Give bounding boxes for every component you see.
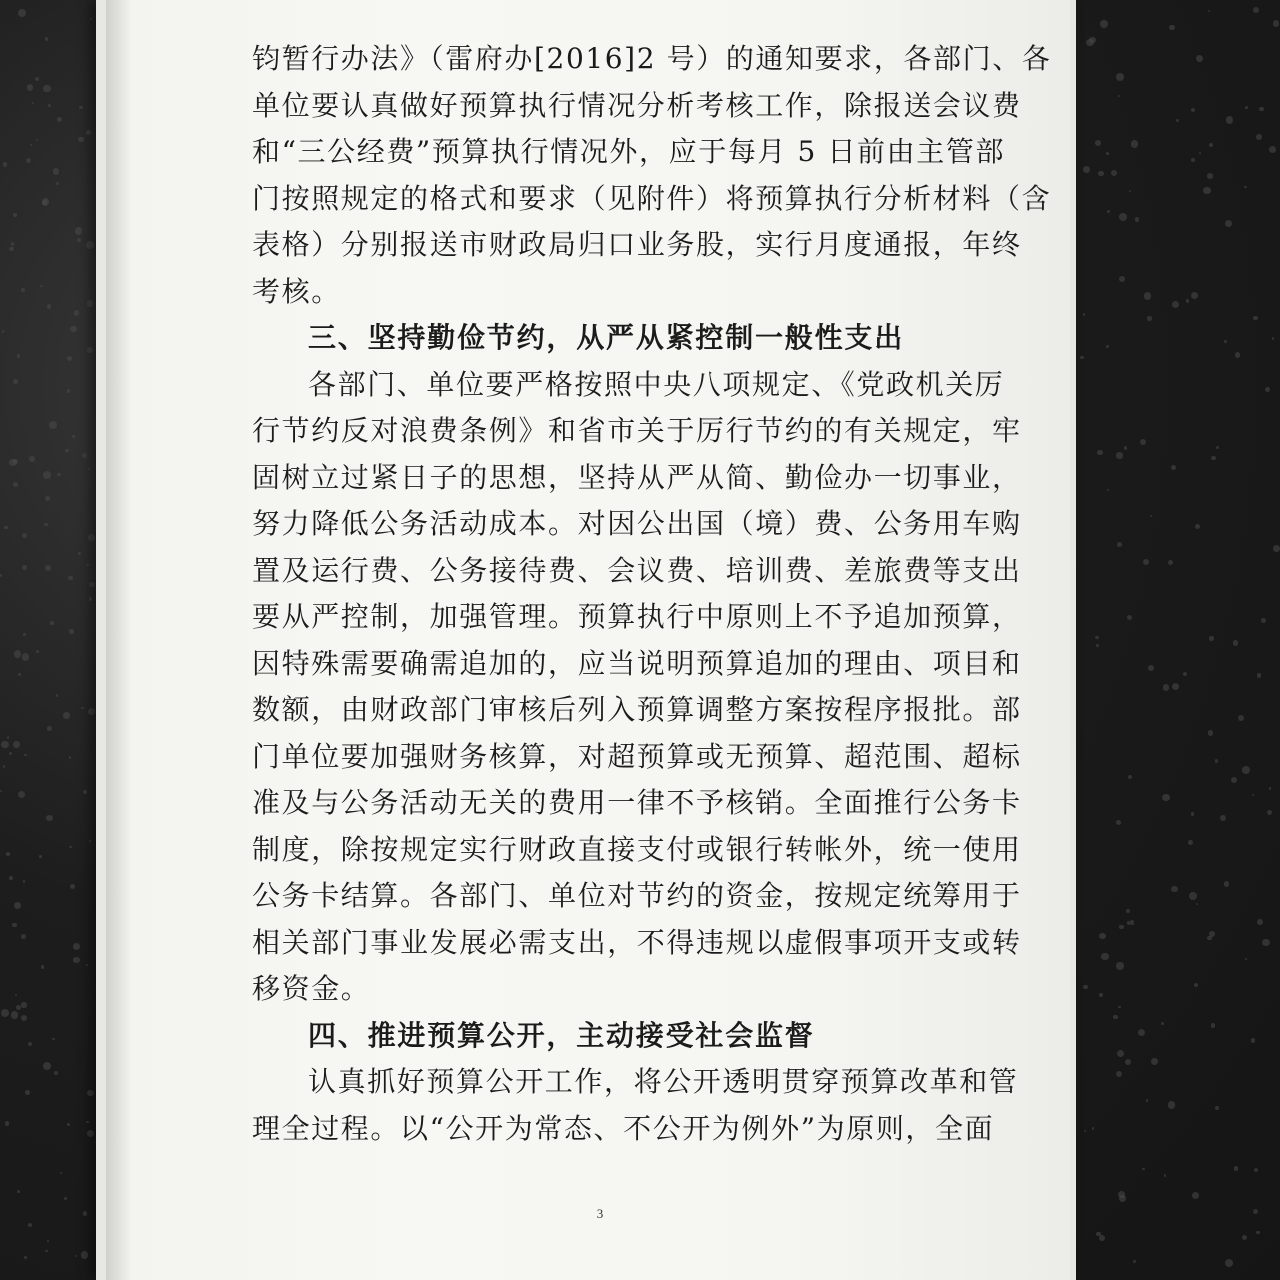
desk-speck xyxy=(43,85,50,92)
desk-speck xyxy=(78,137,84,143)
desk-speck xyxy=(70,884,75,889)
desk-speck xyxy=(2,330,5,333)
desk-speck xyxy=(45,496,50,501)
desk-speck xyxy=(1183,672,1187,676)
desk-speck xyxy=(82,453,87,458)
desk-speck xyxy=(29,456,35,462)
desk-speck xyxy=(67,356,72,361)
desk-speck xyxy=(1194,983,1198,987)
text-line: 考核。 xyxy=(252,274,341,308)
desk-speck xyxy=(1273,20,1280,27)
desk-speck xyxy=(86,241,94,249)
desk-speck xyxy=(1188,840,1193,845)
desk-speck xyxy=(1257,919,1263,925)
desk-speck xyxy=(77,238,81,242)
desk-speck xyxy=(21,1015,27,1021)
desk-speck xyxy=(11,242,15,246)
text-line: 钧暂行办法》（雷府办[2016]2 号）的通知要求，各部门、各 xyxy=(252,42,1052,75)
text-line: 固树立过紧日子的思想，坚持从严从简、勤俭办一切事业， xyxy=(252,460,1022,494)
desk-speck xyxy=(46,815,52,821)
desk-speck xyxy=(52,1038,55,1041)
text-line: 门按照规定的格式和要求（见附件）将预算执行分析材料（含 xyxy=(252,181,1052,215)
desk-speck xyxy=(1186,299,1189,302)
desk-speck xyxy=(17,1190,20,1193)
text-line: 门单位要加强财务核算，对超预算或无预算、超范围、超标 xyxy=(252,739,1022,773)
desk-speck xyxy=(45,565,51,571)
desk-speck xyxy=(1216,446,1219,449)
desk-speck xyxy=(81,707,84,710)
desk-speck xyxy=(13,741,19,747)
desk-speck xyxy=(21,934,26,939)
desk-speck xyxy=(1233,640,1239,646)
desk-speck xyxy=(1124,446,1127,449)
desk-speck xyxy=(1265,387,1270,392)
desk-speck xyxy=(1168,1101,1176,1109)
desk-speck xyxy=(67,389,70,392)
desk-speck xyxy=(74,310,80,316)
desk-speck xyxy=(36,650,39,653)
desk-speck xyxy=(14,650,21,657)
desk-speck xyxy=(14,902,21,909)
desk-speck xyxy=(21,288,25,292)
desk-speck xyxy=(26,158,31,163)
desk-speck xyxy=(1106,152,1109,155)
desk-speck xyxy=(0,790,2,792)
desk-speck xyxy=(1192,1192,1199,1199)
desk-speck xyxy=(1116,962,1124,970)
desk-speck xyxy=(1142,1168,1145,1171)
desk-speck xyxy=(1099,933,1106,940)
desk-speck xyxy=(36,139,38,141)
desk-speck xyxy=(1242,766,1250,774)
paragraph-first-line: 认真抓好预算公开工作，将公开透明贯穿预算改革和管 xyxy=(308,1065,1019,1098)
desk-speck xyxy=(1226,116,1234,124)
desk-speck xyxy=(63,712,70,719)
desk-speck xyxy=(4,526,7,529)
text-line: 制度，除按规定实行财政直接支付或银行转帐外，统一使用 xyxy=(252,832,1022,866)
desk-speck xyxy=(28,1042,32,1046)
desk-speck xyxy=(48,104,51,107)
desk-speck xyxy=(1084,1130,1086,1132)
desk-speck xyxy=(1195,524,1200,529)
desk-speck xyxy=(1146,1099,1148,1101)
desk-speck xyxy=(1097,450,1102,455)
paper-stack-edge xyxy=(106,0,130,1280)
desk-speck xyxy=(78,552,81,555)
desk-speck xyxy=(24,754,27,757)
desk-speck xyxy=(44,523,48,527)
desk-speck xyxy=(1126,909,1130,913)
desk-speck xyxy=(1116,73,1124,81)
desk-speck xyxy=(1215,1106,1219,1110)
desk-speck xyxy=(1238,715,1244,721)
desk-speck xyxy=(1113,1015,1117,1019)
desk-speck xyxy=(32,102,35,105)
desk-speck xyxy=(1172,301,1180,309)
desk-speck xyxy=(89,840,91,842)
desk-speck xyxy=(1207,173,1213,179)
desk-speck xyxy=(1130,920,1135,925)
desk-speck xyxy=(1083,166,1090,173)
desk-speck xyxy=(1191,158,1195,162)
desk-speck xyxy=(1259,107,1264,112)
desk-speck xyxy=(43,471,51,479)
desk-speck xyxy=(1118,95,1120,97)
desk-speck xyxy=(45,37,49,41)
desk-speck xyxy=(1211,456,1216,461)
desk-speck xyxy=(9,247,13,251)
desk-speck xyxy=(1172,683,1179,690)
desk-speck xyxy=(1131,140,1139,148)
desk-speck xyxy=(60,1172,62,1174)
text-line: 理全过程。以“公开为常态、不公开为例外”为原则，全面 xyxy=(252,1111,995,1145)
desk-speck xyxy=(24,1256,27,1259)
desk-speck xyxy=(1161,1022,1164,1025)
desk-speck xyxy=(1148,665,1154,671)
desk-speck xyxy=(1116,1071,1123,1078)
desk-speck xyxy=(1,741,8,748)
desk-speck xyxy=(1098,171,1104,177)
desk-speck xyxy=(73,943,80,950)
desk-speck xyxy=(83,790,87,794)
text-line: 移资金。 xyxy=(252,972,371,1005)
text-line: 因特殊需要确需追加的，应当说明预算追加的理由、项目和 xyxy=(252,646,1022,680)
desk-speck xyxy=(1127,921,1130,924)
desk-speck xyxy=(88,534,95,541)
desk-speck xyxy=(75,1255,77,1257)
desk-speck xyxy=(1100,20,1108,28)
desk-speck xyxy=(65,449,68,452)
desk-speck xyxy=(3,765,5,767)
desk-speck xyxy=(1257,673,1262,678)
desk-speck xyxy=(54,1071,58,1075)
text-line: 相关部门事业发展必需支出，不得违规以虚假事项开支或转 xyxy=(252,925,1022,959)
desk-speck xyxy=(22,565,27,570)
desk-speck xyxy=(1269,146,1276,153)
desk-speck xyxy=(1099,993,1103,997)
desk-speck xyxy=(1,1009,9,1017)
document-body xyxy=(252,36,1052,1152)
desk-speck xyxy=(1144,292,1152,300)
desk-speck xyxy=(1267,810,1272,815)
text-line: 努力降低公务活动成本。对因公出国（境）费、公务用车购 xyxy=(252,507,1022,540)
desk-speck xyxy=(1128,775,1133,780)
desk-speck xyxy=(69,629,74,634)
desk-speck xyxy=(1162,794,1170,802)
desk-speck xyxy=(57,473,61,477)
desk-speck xyxy=(69,846,72,849)
desk-speck xyxy=(86,564,88,566)
desk-speck xyxy=(1117,1050,1125,1058)
desk-speck xyxy=(1101,953,1109,961)
desk-speck xyxy=(86,1121,89,1124)
desk-speck xyxy=(47,304,52,309)
desk-speck xyxy=(43,1062,51,1070)
desk-speck xyxy=(50,621,53,624)
desk-speck xyxy=(1224,881,1230,887)
desk-speck xyxy=(1168,560,1173,565)
text-line: 置及运行费、公务接待费、会议费、培训费、差旅费等支出 xyxy=(252,553,1022,587)
desk-speck xyxy=(88,708,95,715)
desk-speck xyxy=(16,1005,21,1010)
desk-speck xyxy=(1164,1174,1167,1177)
desk-speck xyxy=(1225,1259,1233,1267)
desk-speck xyxy=(1171,465,1176,470)
text-line: 表格）分别报送市财政局归口业务股，实行月度通报，年终 xyxy=(252,228,1022,261)
desk-speck xyxy=(87,300,94,307)
section-heading-3: 三、坚持勤俭节约，从严从紧控制一般性支出 xyxy=(308,321,905,354)
desk-speck xyxy=(70,326,76,332)
desk-speck xyxy=(9,876,13,880)
desk-speck xyxy=(21,1002,26,1007)
desk-speck xyxy=(1117,542,1123,548)
desk-speck xyxy=(87,1090,94,1097)
desk-speck xyxy=(1096,644,1099,647)
desk-speck xyxy=(64,1197,67,1200)
desk-speck xyxy=(18,9,26,17)
desk-speck xyxy=(1253,316,1257,320)
paragraph-first-line: 各部门、单位要严格按照中央八项规定、《党政机关厉 xyxy=(308,367,1005,401)
desk-speck xyxy=(1138,1029,1145,1036)
desk-speck xyxy=(0,574,2,576)
desk-speck xyxy=(13,213,17,217)
desk-speck xyxy=(56,694,59,697)
desk-speck xyxy=(53,168,60,175)
desk-speck xyxy=(42,198,49,205)
desk-speck xyxy=(1147,316,1152,321)
desk-speck xyxy=(1234,1166,1238,1170)
desk-speck xyxy=(47,726,52,731)
page-number: 3 xyxy=(596,1206,604,1221)
desk-speck xyxy=(89,597,92,600)
desk-speck xyxy=(83,1211,87,1215)
desk-speck xyxy=(1253,7,1259,13)
desk-speck xyxy=(1224,340,1227,343)
desk-speck xyxy=(47,1240,49,1242)
desk-speck xyxy=(1095,140,1102,147)
desk-speck xyxy=(1086,39,1094,47)
desk-speck xyxy=(25,1090,30,1095)
desk-speck xyxy=(49,421,57,429)
desk-speck xyxy=(73,957,80,964)
desk-speck xyxy=(30,144,32,146)
desk-speck xyxy=(40,285,42,287)
desk-speck xyxy=(1208,10,1210,12)
desk-speck xyxy=(1256,1231,1259,1234)
desk-speck xyxy=(1273,545,1280,552)
desk-speck xyxy=(57,117,62,122)
desk-speck xyxy=(1261,618,1266,623)
desk-speck xyxy=(22,533,27,538)
desk-speck xyxy=(87,347,93,353)
desk-speck xyxy=(6,852,10,856)
desk-speck xyxy=(1245,958,1247,960)
desk-speck xyxy=(1253,1209,1258,1214)
desk-speck xyxy=(1118,1006,1121,1009)
desk-speck xyxy=(1225,220,1232,227)
desk-speck xyxy=(1211,1023,1215,1027)
desk-speck xyxy=(1107,489,1110,492)
desk-speck xyxy=(1096,1232,1101,1237)
desk-speck xyxy=(1143,559,1149,565)
desk-speck xyxy=(1209,931,1215,937)
desk-speck xyxy=(1140,439,1146,445)
desk-speck xyxy=(67,1123,70,1126)
desk-speck xyxy=(1119,925,1123,929)
desk-speck xyxy=(1189,892,1197,900)
desk-speck xyxy=(1244,186,1246,188)
desk-speck xyxy=(11,1011,18,1018)
desk-speck xyxy=(1083,313,1086,316)
desk-speck xyxy=(81,1251,89,1259)
text-line: 数额，由财政部门审核后列入预算调整方案按程序报批。部 xyxy=(252,693,1022,726)
desk-speck xyxy=(41,965,44,968)
desk-speck xyxy=(17,354,20,357)
desk-speck xyxy=(1254,1168,1259,1173)
desk-speck xyxy=(1171,886,1177,892)
desk-speck xyxy=(1252,794,1254,796)
desk-speck xyxy=(1119,276,1125,282)
text-line: 要从严控制，加强管理。预算执行中原则上不予追加预算， xyxy=(252,600,1022,633)
desk-speck xyxy=(18,673,21,676)
desk-speck xyxy=(1215,759,1219,763)
desk-speck xyxy=(23,633,26,636)
desk-speck xyxy=(1111,170,1117,176)
desk-speck xyxy=(1209,143,1213,147)
desk-speck xyxy=(1191,812,1195,816)
desk-speck xyxy=(79,106,83,110)
desk-speck xyxy=(75,227,82,234)
desk-speck xyxy=(1191,108,1195,112)
desk-speck xyxy=(1119,1195,1126,1202)
desk-speck xyxy=(1116,820,1121,825)
desk-speck xyxy=(90,18,92,20)
desk-speck xyxy=(69,756,71,758)
desk-speck xyxy=(1262,939,1270,947)
desk-speck xyxy=(1135,217,1140,222)
text-line: 单位要认真做好预算执行情况分析考核工作，除报送会议费 xyxy=(252,88,1022,122)
desk-speck xyxy=(27,84,33,90)
desk-speck xyxy=(1083,985,1088,990)
desk-speck xyxy=(86,964,88,966)
text-line: 公务卡结算。各部门、单位对节约的资金，按规定统筹用于 xyxy=(252,879,1022,912)
desk-speck xyxy=(13,459,18,464)
desk-speck xyxy=(1092,1127,1095,1130)
desk-speck xyxy=(1209,636,1214,641)
desk-speck xyxy=(1116,452,1122,458)
desk-speck xyxy=(18,791,25,798)
desk-speck xyxy=(1095,636,1099,640)
desk-speck xyxy=(88,468,90,470)
desk-speck xyxy=(1203,187,1211,195)
desk-speck xyxy=(1199,152,1201,154)
desk-speck xyxy=(1196,55,1203,62)
desk-speck xyxy=(1080,356,1083,359)
desk-speck xyxy=(1176,119,1179,122)
desk-speck xyxy=(1251,1038,1255,1042)
desk-speck xyxy=(1235,352,1241,358)
desk-speck xyxy=(5,1121,9,1125)
desk-speck xyxy=(13,379,18,384)
desk-speck xyxy=(1150,515,1152,517)
desk-speck xyxy=(1119,213,1127,221)
desk-speck xyxy=(1256,134,1262,140)
desk-speck xyxy=(1272,337,1275,340)
desk-speck xyxy=(1231,777,1237,783)
desk-speck xyxy=(1151,1058,1158,1065)
text-line: 行节约反对浪费条例》和省市关于厉行节约的有关规定，牢 xyxy=(252,414,1022,447)
desk-speck xyxy=(1133,1260,1136,1263)
text-line: 和“三公经费”预算执行情况外，应于每月 5 日前由主管部 xyxy=(252,135,1006,168)
desk-speck xyxy=(45,1250,47,1252)
desk-speck xyxy=(56,182,59,185)
desk-speck xyxy=(68,576,73,581)
desk-speck xyxy=(23,880,25,882)
desk-speck xyxy=(1208,730,1214,736)
desk-speck xyxy=(9,752,12,755)
desk-speck xyxy=(13,482,19,488)
desk-speck xyxy=(3,162,7,166)
desk-speck xyxy=(1125,1059,1131,1065)
desk-speck xyxy=(35,77,39,81)
desk-speck xyxy=(87,1130,94,1137)
desk-speck xyxy=(1169,25,1174,30)
desk-speck xyxy=(15,994,17,996)
desk-speck xyxy=(1107,210,1110,213)
desk-speck xyxy=(89,582,95,588)
desk-speck xyxy=(1129,190,1131,192)
desk-speck xyxy=(1269,787,1272,790)
desk-speck xyxy=(1196,903,1198,905)
desk-speck xyxy=(28,1223,32,1227)
section-heading-4: 四、推进预算公开，主动接受社会监督 xyxy=(308,1018,815,1052)
desk-speck xyxy=(22,653,29,660)
desk-speck xyxy=(1106,345,1110,349)
desk-speck xyxy=(1163,684,1169,690)
desk-speck xyxy=(12,923,16,927)
desk-speck xyxy=(1127,615,1132,620)
desk-speck xyxy=(39,855,42,858)
desk-speck xyxy=(86,130,91,135)
desk-speck xyxy=(1245,106,1248,109)
desk-speck xyxy=(72,435,75,438)
text-line: 准及与公务活动无关的费用一律不予核销。全面推行公务卡 xyxy=(252,786,1022,819)
desk-speck xyxy=(1191,292,1198,299)
desk-speck xyxy=(7,736,9,738)
desk-speck xyxy=(1220,815,1226,821)
desk-speck xyxy=(1242,1235,1248,1241)
